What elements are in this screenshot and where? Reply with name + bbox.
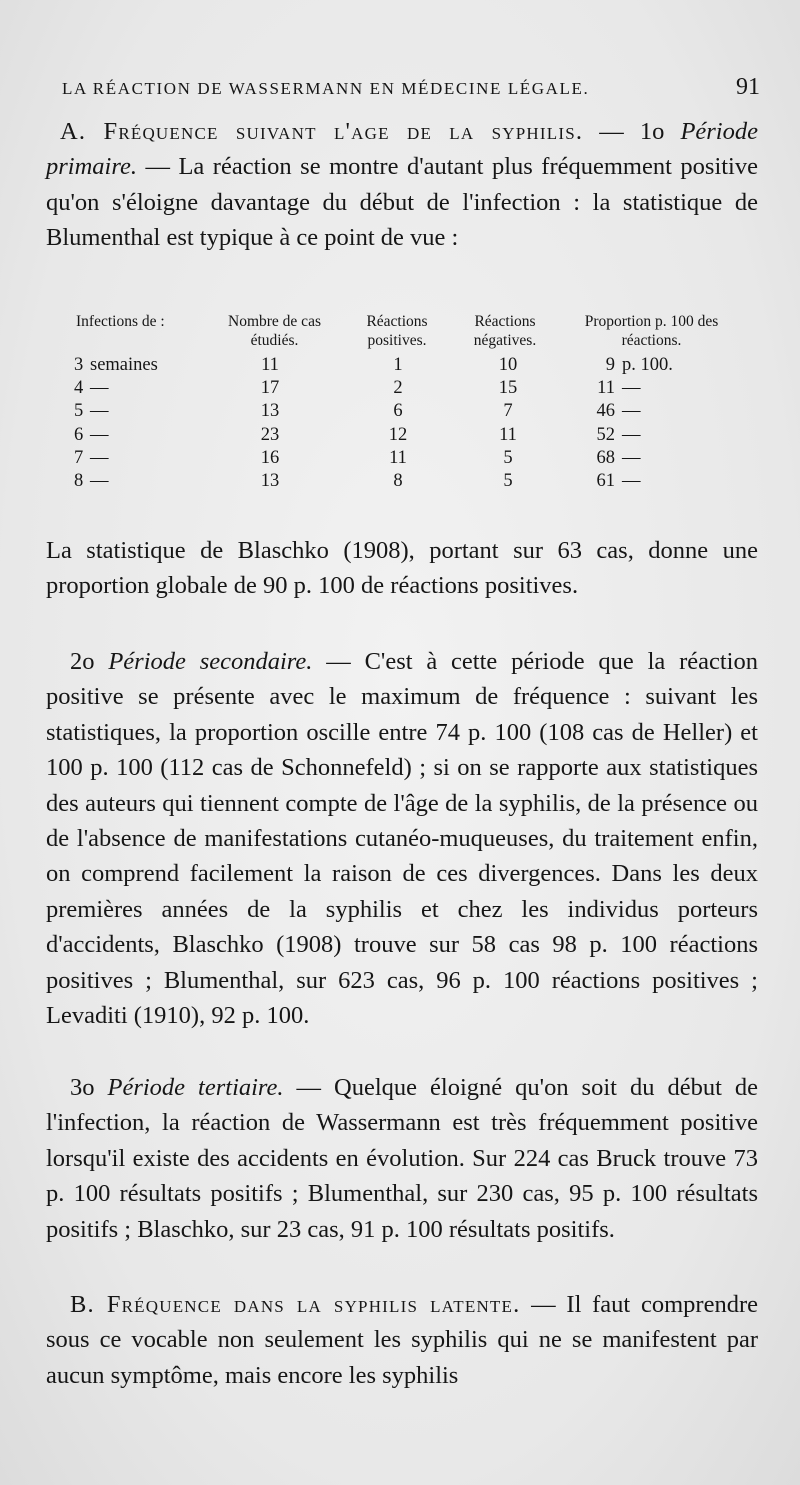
primary-period-number: 1o [639, 118, 681, 145]
secondary-period-paragraph [46, 644, 758, 1033]
row-infection-unit: — [90, 378, 109, 399]
row-infection-number: 5 [74, 401, 84, 422]
row-infection-unit: semaines [90, 355, 158, 375]
row-negative-reactions: 5 [503, 470, 513, 491]
table-body [62, 354, 762, 493]
table-row [62, 400, 762, 423]
section-b-text: — Il faut comprendre sous ce vocable non seulement les syphilis qui ne se manifestent par aucun symptôme, mais encore les syphilis [46, 1291, 758, 1389]
row-infection-unit: — [90, 447, 109, 468]
page-number: 91 [736, 74, 760, 100]
table-row [62, 447, 762, 470]
primary-period-text: — La réaction se montre d'autant plus fréquemment positive qu'on s'éloigne davantage du début de l'infection : la statistique de Blumenthal est typique à ce point de vue : [46, 153, 758, 252]
row-infection-unit: — [90, 470, 109, 491]
primary-period-title: Période primaire. [46, 118, 758, 181]
column-header-positive: Réactions positives. [366, 313, 428, 349]
column-header-proportion: Proportion p. 100 des réactions. [584, 313, 719, 349]
column-header-infections: Infections de : [76, 313, 165, 330]
row-proportion-unit: — [622, 447, 641, 468]
row-proportion: 61 [596, 470, 615, 491]
secondary-period-number: 2o [70, 648, 109, 675]
row-proportion-unit: p. 100. [622, 355, 673, 375]
row-proportion: 11 [597, 378, 615, 399]
row-positive-reactions: 12 [388, 424, 408, 445]
row-infection-number: 6 [74, 424, 84, 445]
row-positive-reactions: 6 [393, 401, 403, 422]
table-row [62, 354, 762, 377]
page-header [62, 74, 760, 101]
row-infection-unit: — [90, 401, 109, 422]
section-b-paragraph [46, 1287, 758, 1393]
row-positive-reactions: 8 [393, 470, 403, 491]
row-proportion: 46 [596, 401, 615, 422]
row-proportion-unit: — [622, 470, 641, 491]
row-cases-studied: 13 [260, 401, 280, 422]
tertiary-period-number: 3o [70, 1074, 108, 1101]
column-header-cases: Nombre de cas étudiés. [228, 313, 321, 349]
row-negative-reactions: 15 [498, 378, 518, 399]
row-infection-unit: — [90, 424, 109, 445]
section-b-heading: B. Fréquence dans la syphilis latente. [70, 1291, 521, 1318]
blaschko-paragraph: La statistique de Blaschko (1908), portant sur 63 cas, donne une proportion globale de 90 p. 100 de réactions positives. [46, 537, 758, 600]
section-a-dash: — [583, 118, 640, 145]
row-negative-reactions: 11 [499, 424, 517, 445]
secondary-period-title: Période secondaire. [108, 648, 313, 675]
section-a-paragraph [46, 114, 758, 256]
blumenthal-table [62, 312, 762, 493]
row-proportion: 68 [596, 447, 615, 468]
row-proportion-unit: — [622, 424, 641, 445]
row-negative-reactions: 10 [498, 355, 518, 375]
section-a-heading: A. Fréquence suivant l'age de la syphilis. [60, 118, 584, 145]
tertiary-period-paragraph [46, 1070, 758, 1247]
table-header [62, 312, 762, 354]
tertiary-period-title: Période tertiaire. [107, 1074, 284, 1101]
row-positive-reactions: 2 [393, 378, 403, 399]
row-proportion: 9 [605, 355, 615, 375]
row-cases-studied: 17 [260, 378, 280, 399]
table-row [62, 424, 762, 447]
row-cases-studied: 16 [260, 447, 280, 468]
tertiary-period-text: — Quelque éloigné qu'on soit du début de l'infection, la réaction de Wassermann est très fréquemment positive lorsqu'il existe des accidents en évolution. Sur 224 cas Bruck trouve 73 p. 100 résultats positifs ; Blumenthal, sur 230 cas, 95 p. 100 résultats positifs ; Blaschko, sur 23 cas, 91 p. 100 résultats positifs. [46, 1074, 758, 1243]
row-cases-studied: 11 [261, 355, 279, 375]
row-negative-reactions: 7 [503, 401, 513, 422]
column-header-negative: Réactions négatives. [473, 313, 537, 349]
running-title: LA RÉACTION DE WASSERMANN EN MÉDECINE LÉGALE. [62, 79, 590, 98]
table-row [62, 470, 762, 493]
row-proportion: 52 [596, 424, 615, 445]
row-infection-number: 7 [74, 447, 84, 468]
row-infection-number: 8 [74, 470, 84, 491]
row-cases-studied: 13 [260, 470, 280, 491]
table-row [62, 377, 762, 400]
row-positive-reactions: 1 [393, 355, 403, 375]
secondary-period-text: — C'est à cette période que la réaction positive se présente avec le maximum de fréquence : suivant les statistiques, la proportion oscille entre 74 p. 100 (108 cas de Heller) et 100 p. 100 (112 cas de Schonnefeld) ; si on se rapporte aux statistiques des auteurs qui tiennent compte de l'âge de la syphilis, de la présence ou de l'absence de manifestations cutanéo-muqueuses, du traitement enfin, on comprend facilement la raison de ces divergences. Dans les deux premières années de la syphilis et chez les individus porteurs d'accidents, Blaschko (1908) trouve sur 58 cas 98 p. 100 réactions positives ; Blumenthal, sur 623 cas, 96 p. 100 réactions positives ; Levaditi (1910), 92 p. 100. [46, 648, 758, 1030]
row-cases-studied: 23 [260, 424, 280, 445]
row-positive-reactions: 11 [389, 447, 407, 468]
row-proportion-unit: — [622, 378, 641, 399]
row-proportion-unit: — [622, 401, 641, 422]
row-infection-number: 3 [74, 355, 84, 375]
row-negative-reactions: 5 [503, 447, 513, 468]
row-infection-number: 4 [74, 378, 84, 399]
